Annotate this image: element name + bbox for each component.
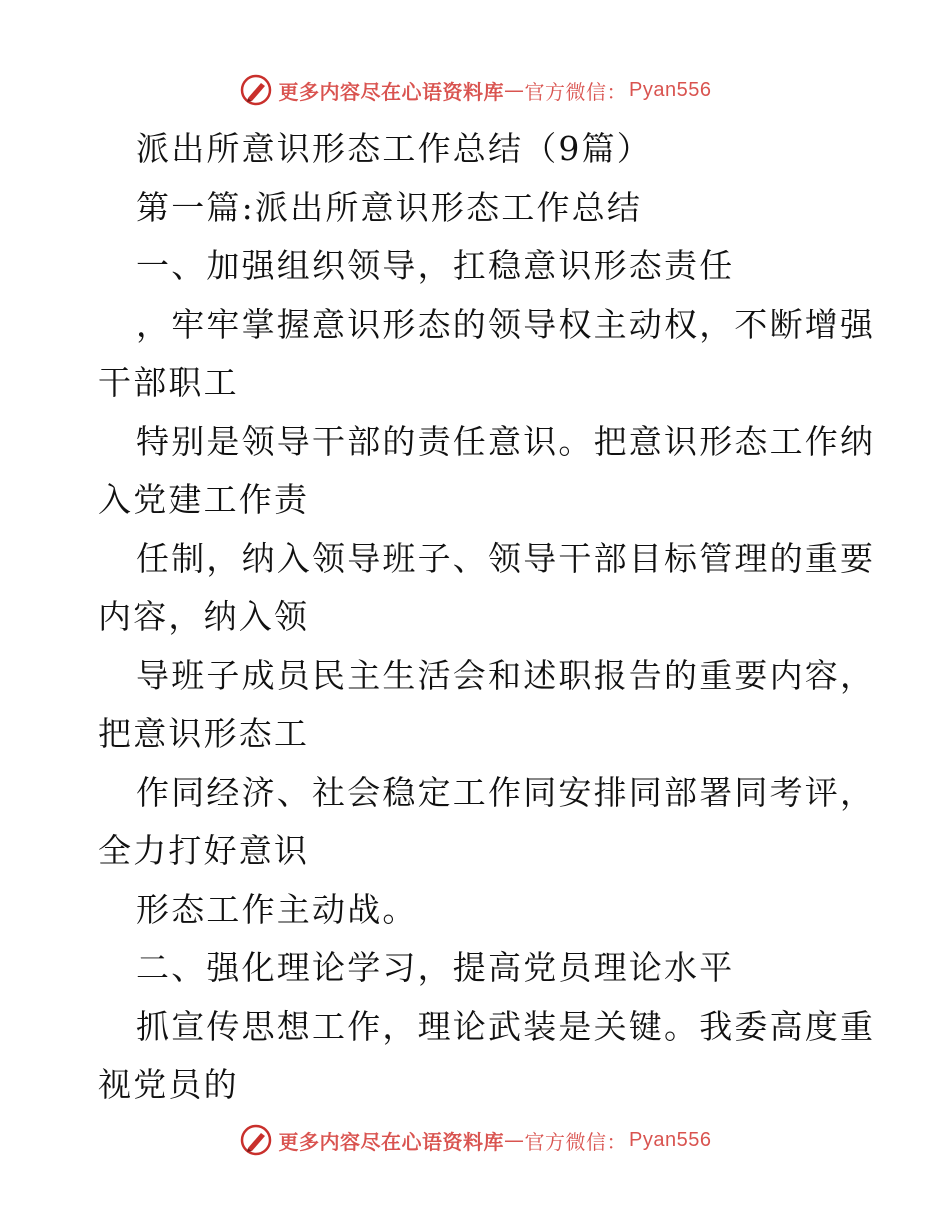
text-line: 任制，纳入领导班子、领导干部目标管理的重要 <box>136 538 876 578</box>
document-body <box>98 120 876 1115</box>
text-line: 导班子成员民主生活会和述职报告的重要内容， <box>136 655 876 695</box>
text-line: 特别是领导干部的责任意识。把意识形态工作纳 <box>136 421 876 461</box>
text-line: 内容，纳入领 <box>98 597 310 636</box>
watermark-wechat-id: Pyan556 <box>629 78 712 101</box>
watermark-official-label: 官方微信： <box>524 1129 628 1154</box>
subsection-heading: 一、加强组织领导，扛稳意识形态责任 <box>136 246 735 285</box>
text-line: 视党员的 <box>98 1065 239 1104</box>
header-watermark <box>0 70 950 110</box>
section-heading: 第一篇:派出所意识形态工作总结 <box>136 187 643 227</box>
pen-logo-icon <box>239 1123 273 1157</box>
text-line: 入党建工作责 <box>98 480 310 519</box>
watermark-main-text: 更多内容尽在心语资料库 <box>278 79 505 104</box>
subsection-heading: 二、强化理论学习，提高党员理论水平 <box>136 948 735 987</box>
text-line: 干部职工 <box>98 363 239 402</box>
pen-logo-icon <box>239 73 273 107</box>
watermark-wechat-id: Pyan556 <box>629 1128 712 1151</box>
watermark-main-text: 更多内容尽在心语资料库 <box>278 1129 505 1154</box>
watermark-dash: — <box>504 78 525 102</box>
text-line: ，牢牢掌握意识形态的领导权主动权，不断增强 <box>136 304 876 344</box>
text-line: 抓宣传思想工作，理论武装是关键。我委高度重 <box>136 1006 876 1046</box>
text-line: 全力打好意识 <box>98 831 310 870</box>
text-line: 形态工作主动战。 <box>136 889 418 929</box>
watermark-dash: — <box>504 1128 525 1152</box>
document-title: 派出所意识形态工作总结（9篇） <box>136 129 652 168</box>
footer-watermark <box>0 1120 950 1160</box>
text-line: 作同经济、社会稳定工作同安排同部署同考评， <box>136 772 876 812</box>
watermark-official-label: 官方微信： <box>524 79 628 104</box>
text-line: 把意识形态工 <box>98 714 310 753</box>
